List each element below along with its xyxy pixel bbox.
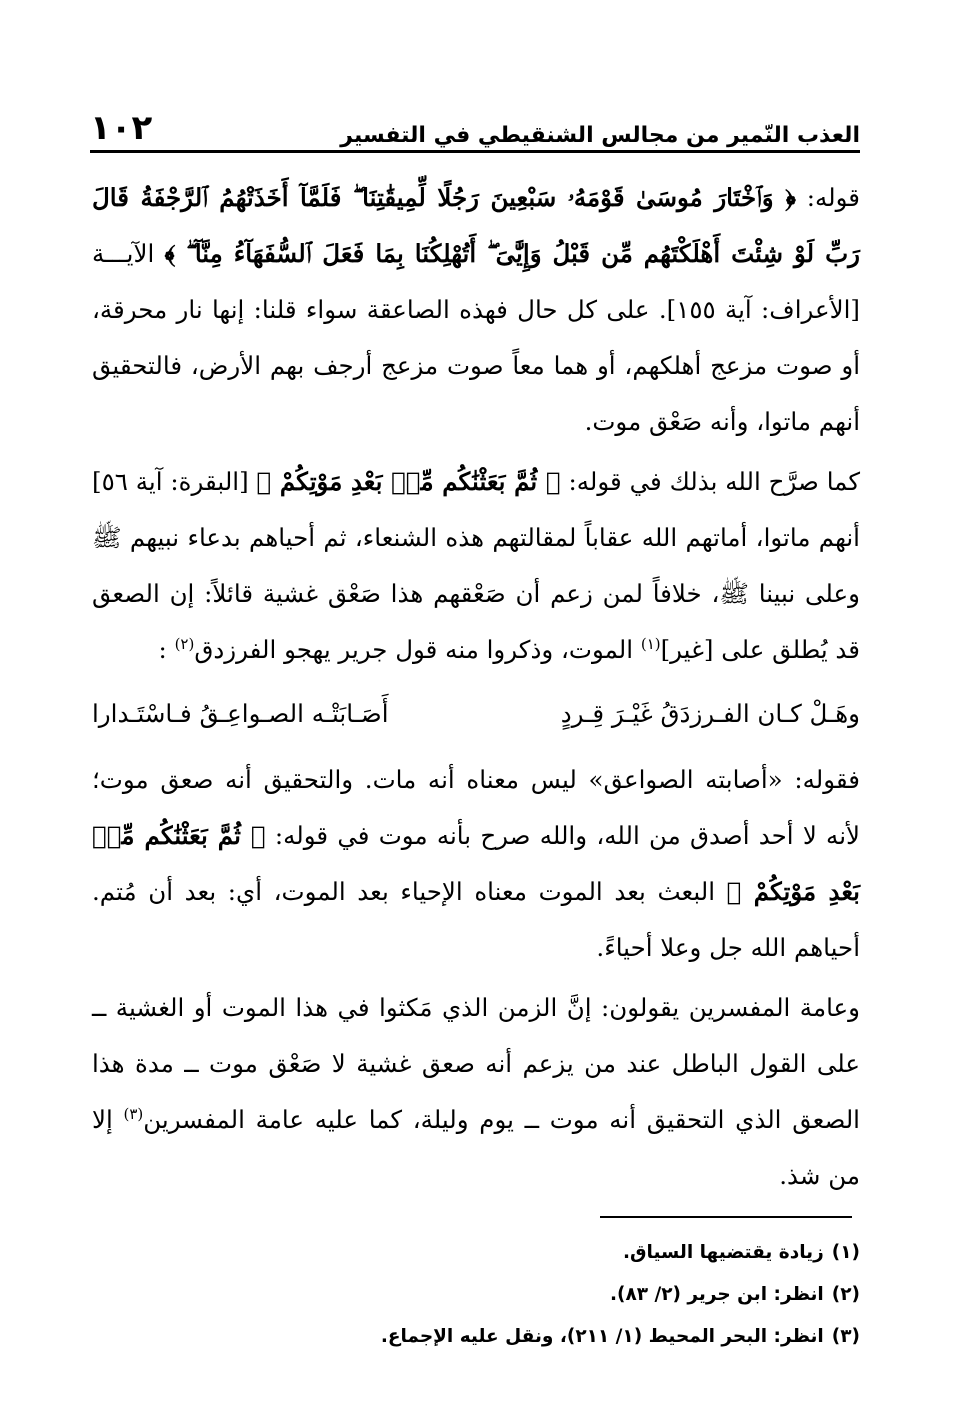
footnote-text: زيادة يقتضيها السياق. (622, 1242, 824, 1263)
footnote-number: (٢) (831, 1284, 860, 1305)
text-run: [البقرة: آية ٥٦] أنهم ماتوا، أماتهم الله عقاباً لمقالتهم هذه الشنعاء، ثم أحياهم بدعاء نبيهم ﷺ وعلى نبينا ﷺ، خلافاً لمن زعم أن صَعْقهم هذا صَعْق غشية قائلاً: إن الصعق قد يُطلق على [غير] (92, 467, 860, 664)
text-run: وعامة المفسرين يقولون: إنَّ الزمن الذي مَكثوا في هذا الموت أو الغشية ــ على القول الباطل عند من يزعم أنه صعق غشية لا صَعْق موت ــ مدة هذا الصعق الذي التحقيق أنه موت ــ يوم وليلة، كما عليه عامة المفسرين (92, 993, 860, 1134)
paragraph-3 (92, 752, 860, 976)
quran-verse: ﴿ وَٱخْتَارَ مُوسَىٰ قَوْمَهُۥ سَبْعِينَ رَجُلًا لِّمِيقَٰتِنَا ۖ فَلَمَّآ أَخَذَتْهُمُ ٱلرَّجْفَةُ قَالَ رَبِّ لَوْ شِئْتَ أَهْلَكْتَهُم مِّن قَبْلُ وَإِيَّٰىَ ۖ أَتُهْلِكُنَا بِمَا فَعَلَ ٱلسُّفَهَآءُ مِنَّآ ۖ ﴾ (92, 183, 860, 268)
footnote-separator (600, 1216, 852, 1218)
paragraph-2 (92, 454, 860, 678)
paragraph-4 (92, 980, 860, 1204)
poetry-verse (92, 686, 860, 742)
page-number: ١٠٢ (90, 108, 153, 148)
footnote-3 (92, 1316, 860, 1358)
text-run: كما صرَّح الله بذلك في قوله: (560, 467, 860, 496)
text-run: إلا من شذ. (92, 1105, 860, 1190)
main-text (92, 170, 860, 1204)
footnote-2 (92, 1274, 860, 1316)
footnote-1 (92, 1232, 860, 1274)
footnote-ref-2[interactable]: (٢) (174, 634, 195, 653)
footnote-text: انظر: ابن جرير (٢/ ٨٣). (609, 1284, 824, 1305)
quran-verse: ﴿ ثُمَّ بَعَثْنَٰكُم مِّنۢ بَعْدِ مَوْتِكُمْ ﴾ (256, 467, 561, 496)
text-run: : (158, 635, 175, 664)
footnotes (92, 1232, 860, 1358)
paragraph-1 (92, 170, 860, 450)
text-run: الآيـــة [الأعراف: آية ١٥٥]. على كل حال فهذه الصاعقة سواء قلنا: إنها نار محرقة، أو صوت مزعج أهلكهم، أو هما معاً صوت مزعج أرجف بهم الأرض، فالتحقيق أنهم ماتوا، وأنه صَعْق موت. (92, 239, 860, 436)
footnote-text: انظر: البحر المحيط (١/ ٢١١)، ونقل عليه الإجماع. (380, 1326, 824, 1347)
text-run: الموت، وذكروا منه قول جرير يهجو الفرزدق (194, 635, 641, 664)
text-run: البعث بعد الموت معناه الإحياء بعد الموت، أي: بعد أن مُتم. أحياهم الله جل وعلا أحياءً. (92, 877, 860, 962)
footnote-ref-3[interactable]: (٣) (123, 1104, 144, 1123)
book-title: العذب النّمير من مجالس الشنقيطي في التفسير (340, 123, 860, 148)
poem-second-hemistich: أَصَـابَتْـه الصـواعِـقُ فـاسْتَـدارا (92, 699, 389, 728)
text-run: قوله: (795, 183, 860, 212)
footnote-ref-1[interactable]: (١) (640, 634, 661, 653)
poem-first-hemistich: وهَـلْ كـان الفـرزدَقُ غَيْـرَ قِـردٍ (560, 699, 860, 728)
quran-verse: ﴿ ثُمَّ بَعَثْنَٰكُم مِّنۢ بَعْدِ مَوْتِكُمْ ﴾ (92, 821, 860, 906)
footnote-number: (٣) (831, 1326, 860, 1347)
page-header (90, 108, 860, 153)
text-run: فقوله: «أصابته الصواعق» ليس معناه أنه مات. والتحقيق أنه صعق موت؛ لأنه لا أحد أصدق من الله، والله صرح بأنه موت في قوله: (92, 765, 860, 850)
footnote-number: (١) (831, 1242, 860, 1263)
